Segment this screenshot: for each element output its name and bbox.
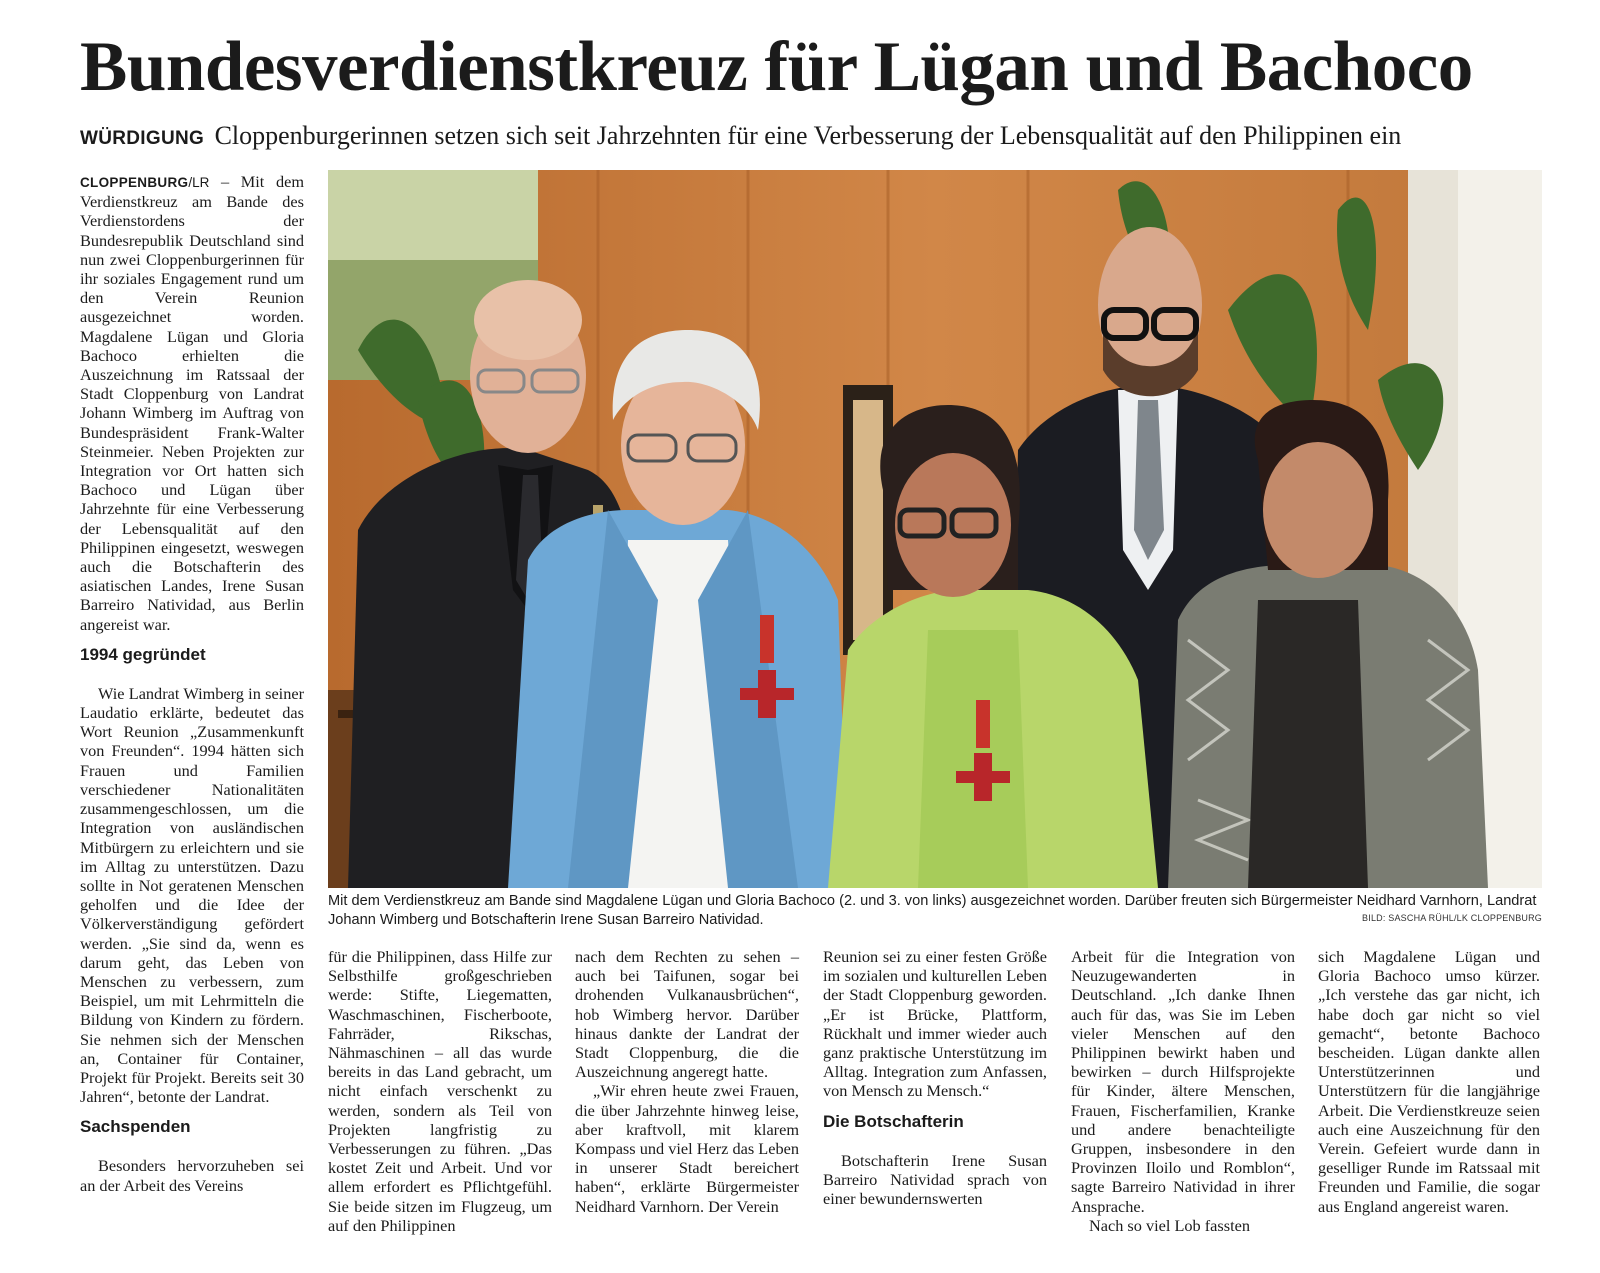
paragraph: „Wir ehren heute zwei Frauen, die über Jahrzehnte hinweg leise, aber kraftvoll, mit klarem Kompass und viel Herz das Leben in unserer Stadt bereichert haben“, erklärte Bürgermeister Neidhard Varnhorn. Der Verein bbox=[575, 1081, 799, 1216]
article-column-4 bbox=[823, 947, 1047, 1208]
dateline-agency: /LR bbox=[188, 175, 210, 190]
article-column-1 bbox=[80, 172, 304, 1195]
paragraph: Nach so viel Lob fassten bbox=[1089, 1215, 1250, 1235]
paragraph: Reunion sei zu einer festen Größe im sozialen und kulturellen Leben der Stadt Cloppenburg geworden. „Er ist Brücke, Plattform, Rückhalt und immer wieder auch ganz praktische Unterstützung im Alltag. Integration zum Anfassen, von Mensch zu Mensch.“ bbox=[823, 947, 1047, 1101]
article-column-6 bbox=[1318, 947, 1540, 1216]
paragraph: nach dem Rechten zu sehen – auch bei Taifunen, sogar bei drohenden Vulkanausbrüchen“, hob Wimberg hervor. Darüber hinaus dankte der Landrat der Stadt Cloppenburg, die die Auszeichnung angeregt hatte. bbox=[575, 947, 799, 1082]
article-column-2 bbox=[328, 947, 552, 1235]
subheading-sachspenden: Sachspenden bbox=[80, 1117, 191, 1137]
headline: Bundesverdienstkreuz für Lügan und Bachoco bbox=[80, 28, 1473, 106]
paragraph: Wie Landrat Wimberg in seiner Laudatio erklärte, bedeutet das Wort Reunion „Zusammenkunft von Freunden“. 1994 hätten sich Frauen und Familien verschiedener Nationalitäten zusammengeschlossen, um die Integration von ausländischen Mitbürgern zu erleichtern und sie im Alltag zu unterstützen. Dazu sollte in Not geratenen Menschen geholfen und die Idee der Völkerverständigung gefördert werden. „Sie sind da, wenn es darum geht, das Leben von Menschen zu verbessern, zum Beispiel, um mit Lehrmitteln die Bildung von Kindern zu fördern. Sie nehmen sich der Menschen an, Container für Container, Projekt für Projekt. Bereits seit 30 Jahren“, betonte der Landrat. bbox=[80, 683, 304, 1107]
paragraph: sich Magdalene Lügan und Gloria Bachoco umso kürzer. „Ich verstehe das gar nicht, ich habe doch gar nicht so viel gemacht“, betonte Bachoco bescheiden. Lügan dankte allen Unterstützerinnen und Unterstützern für die langjährige Arbeit. Die Verdienstkreuze seien auch eine Auszeichnung für den Verein. Gefeiert wurde dann in geselliger Runde im Ratssaal mit Freunden und Familie, die sogar aus England angereist waren. bbox=[1318, 947, 1540, 1216]
paragraph: für die Philippinen, dass Hilfe zur Selbsthilfe großgeschrieben werde: Stifte, Liegematten, Waschmaschinen, Fischerboote, Fahrräder, Rikschas, Nähmaschinen – all das wurde bereits in das Land gebracht, um nicht einfach verschenkt zu werden, sondern als Teil von Projekten langfristig zu Verbesserungen zu führen. „Das kostet Zeit und Arbeit. Und vor allem erfordert es Pflichtgefühl. Sie beide sitzen im Flugzeug, um auf den Philippinen bbox=[328, 947, 552, 1235]
subheading-botschafterin: Die Botschafterin bbox=[823, 1111, 964, 1131]
dateline-place: CLOPPENBURG bbox=[80, 175, 189, 190]
article-photo bbox=[328, 170, 1542, 888]
subheading-1994: 1994 gegründet bbox=[80, 644, 206, 664]
photo-caption: Mit dem Verdienstkreuz am Bande sind Magdalene Lügan und Gloria Bachoco (2. und 3. von links) ausgezeichnet worden. Darüber freuten sich Bürgermeister Neidhard Varnhorn, Landrat Johann Wimberg und Botschafterin Irene Susan Barreiro Natividad. bbox=[328, 893, 1537, 928]
article-column-5 bbox=[1071, 947, 1295, 1235]
paragraph: Botschafterin Irene Susan Barreiro Natividad sprach von einer bewundernswerten bbox=[823, 1150, 1047, 1209]
subheadline-text: Cloppenburgerinnen setzen sich seit Jahrzehnten für eine Verbesserung der Lebensqualität auf den Philippinen ein bbox=[214, 121, 1402, 150]
kicker: WÜRDIGUNG bbox=[80, 128, 205, 149]
paragraph: Arbeit für die Integration von Neuzugewanderten in Deutschland. „Ich danke Ihnen auch für das, was Sie im Leben vieler Menschen auf den Philippinen bewirkt haben und bewirken – durch Hilfsprojekte für Kinder, ältere Menschen, Frauen, Fischerfamilien, Kranke und andere benachteiligte Gruppen, insbesondere in den Provinzen Iloilo und Romblon“, sagte Barreiro Natividad in ihrer Ansprache. bbox=[1071, 947, 1295, 1216]
photo-illustration bbox=[328, 170, 1542, 888]
subheadline bbox=[80, 118, 1540, 157]
article-column-3 bbox=[575, 947, 799, 1216]
paragraph: Besonders hervorzuheben sei an der Arbeit des Vereins bbox=[80, 1156, 304, 1195]
lead-paragraph bbox=[80, 172, 304, 634]
photo-credit: BILD: SASCHA RÜHL/LK CLOPPENBURG bbox=[1362, 913, 1542, 923]
lead-text: – Mit dem Verdienstkreuz am Bande des Verdienstordens der Bundesrepublik Deutschland sind nun zwei Cloppenburgerinnen für ihr soziales Engagement rund um den Verein Reunion ausgezeichnet worden. Magdalene Lügan und Gloria Bachoco erhielten die Auszeichnung im Ratssaal der Stadt Cloppenburg von Landrat Johann Wimberg im Auftrag von Bundespräsident Frank-Walter Steinmeier. Neben Projekten zur Integration vor Ort hatten sich Bachoco und Lügan über Jahrzehnte für eine Verbesserung der Lebensqualität auf den Philippinen eingesetzt, weswegen auch die Botschafterin des asiatischen Landes, Irene Susan Barreiro Natividad, aus Berlin angereist war. bbox=[80, 172, 304, 634]
